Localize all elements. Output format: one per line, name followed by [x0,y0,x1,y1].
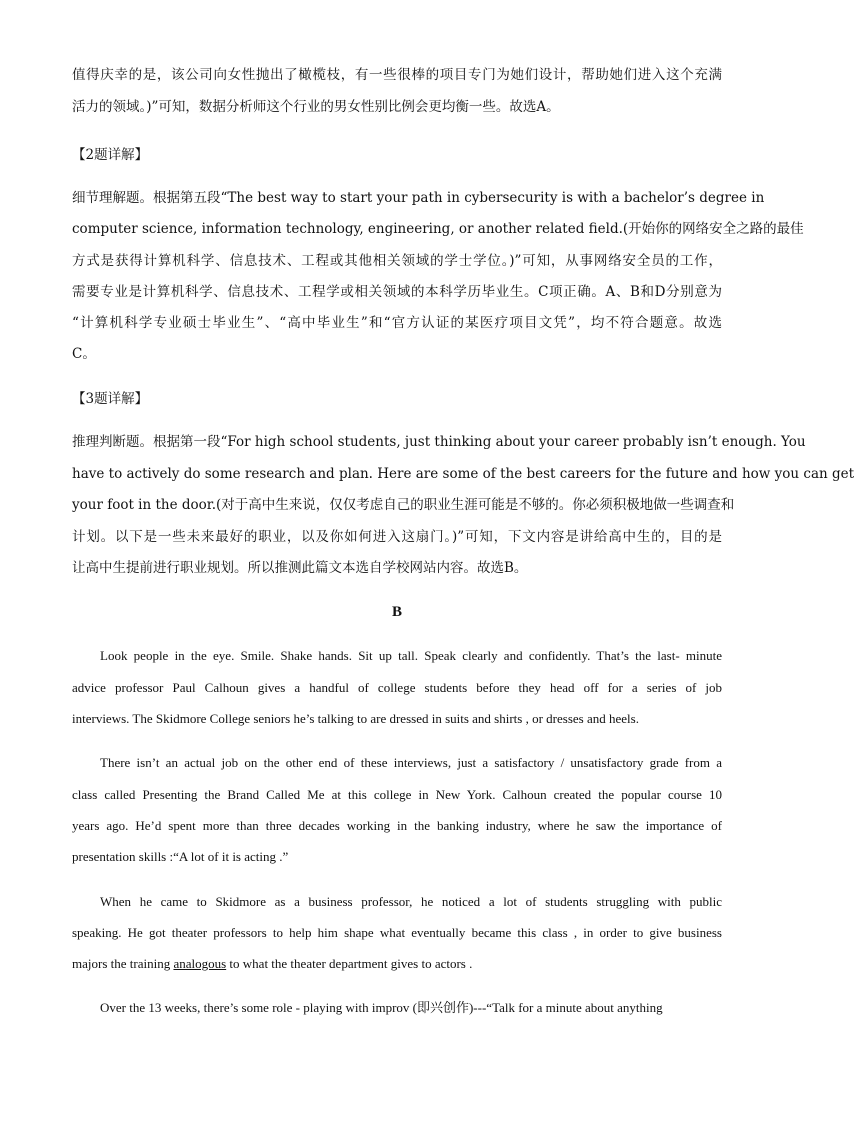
passage-b-p3-line-3 [72,955,722,973]
answer-3-line-5: 让高中生提前进行职业规划。所以推测此篇文本选自学校网站内容。故选B。 [72,560,528,576]
passage-b-p2-line-1: There isn’t an actual job on the other end of these interviews, just a satisfactory / unsatisfactory grade from a [100,755,722,770]
answer-2-line-2: computer science, information technology, engineering, or another related field.(开始你的网络安全之路的最佳 [72,221,804,237]
answer-2-line-1: 细节理解题。根据第五段“The best way to start your path in cybersecurity is with a bachelor’s degree in [72,190,765,206]
passage-b-p3-line-2: speaking. He got theater professors to help him shape what eventually became this class , in order to give business [72,925,722,940]
passage-b-p1-line-3: interviews. The Skidmore College seniors he’s talking to are dressed in suits and shirts , or dresses and heels. [72,711,639,726]
answer-2-line-4: 需要专业是计算机科学、信息技术、工程学或相关领域的本科学历毕业生。C项正确。A、B和D分别意为 [72,284,722,300]
underlined-word-analogous: analogous [173,956,227,971]
passage-b-p2-line-4: presentation skills :“A lot of it is acting .” [72,849,289,864]
passage-b-p4-line-1: Over the 13 weeks, there’s some role - playing with improv (即兴创作)---“Talk for a minute about anything [100,1000,663,1015]
passage-b-p1-line-1: Look people in the eye. Smile. Shake hands. Sit up tall. Speak clearly and confidently. That’s the last- minute [100,648,722,663]
passage-b-p3-line-3-end: to what the theater department gives to actors . [226,956,473,971]
answer-1-line-2: 活力的领域。)”可知，数据分析师这个行业的男女性别比例会更均衡一些。故选A。 [72,99,560,115]
answer-2-line-6: C。 [72,346,96,362]
passage-b-p2-line-3: years ago. He’d spent more than three decades working in the banking industry, where he saw the importance of [72,818,722,833]
question-3-heading: 【3题详解】 [72,391,149,407]
answer-3-line-1: 推理判断题。根据第一段“For high school students, just thinking about your career probably isn’t enough. You [72,434,806,450]
answer-3-line-2: have to actively do some research and plan. Here are some of the best careers for the future and how you can get [72,466,854,482]
passage-b-p3-line-3-start: majors the training [72,956,174,971]
answer-1-line-1: 值得庆幸的是，该公司向女性抛出了橄榄枝，有一些很棒的项目专门为她们设计，帮助她们进入这个充满 [72,67,722,83]
section-b-title: B [391,604,402,620]
passage-b-p1-line-2: advice professor Paul Calhoun gives a handful of college students before they head off for a series of job [72,680,722,695]
answer-3-line-3: your foot in the door.(对于高中生来说，仅仅考虑自己的职业生涯可能是不够的。你必须积极地做一些调查和 [72,497,735,513]
passage-b-p2-line-2: class called Presenting the Brand Called Me at this college in New York. Calhoun created the popular course 10 [72,787,722,802]
passage-b-p3-line-1: When he came to Skidmore as a business professor, he noticed a lot of students struggling with public [100,894,722,909]
question-2-heading: 【2题详解】 [72,147,149,163]
answer-2-line-3: 方式是获得计算机科学、信息技术、工程或其他相关领域的学士学位。)”可知，从事网络安全员的工作， [72,253,722,269]
answer-2-line-5: “计算机科学专业硕士毕业生”、“高中毕业生”和“官方认证的某医疗项目文凭”，均不符合题意。故选 [72,315,722,331]
answer-3-line-4: 计划。以下是一些未来最好的职业，以及你如何进入这扇门。)”可知，下文内容是讲给高中生的，目的是 [72,529,722,545]
